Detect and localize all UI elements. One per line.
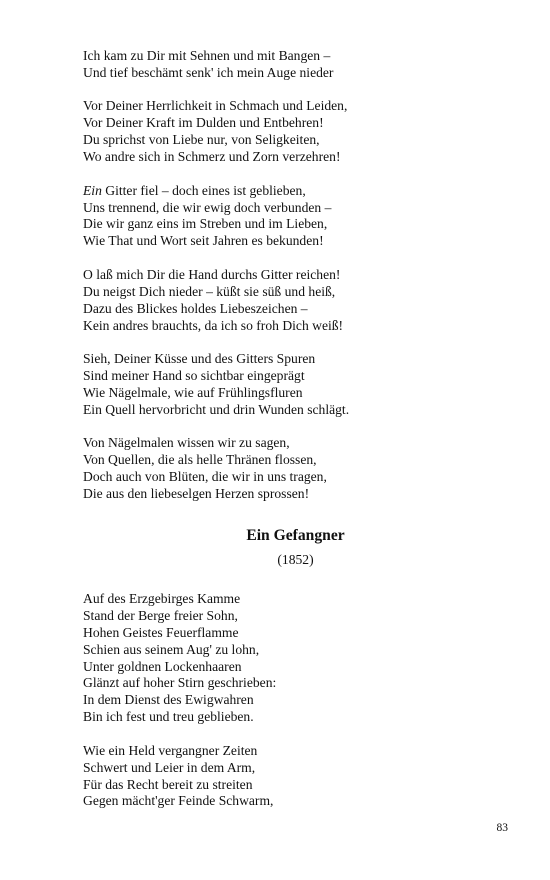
page-number: 83 [496, 822, 508, 834]
poem-year: (1852) [277, 551, 314, 567]
verse-line: Sieh, Deiner Küsse und des Gitters Spuren [83, 351, 316, 367]
stanza [83, 48, 503, 82]
stanza [83, 743, 503, 811]
verse-line: Unter goldnen Lockenhaaren [83, 658, 242, 674]
verse-line: Schwert und Leier in dem Arm, [83, 759, 256, 775]
poem-text [83, 48, 503, 810]
stanza [83, 435, 503, 503]
stanza [83, 591, 503, 726]
verse-line: Und tief beschämt senk' ich mein Auge nieder [83, 64, 334, 80]
verse-line: Von Nägelmalen wissen wir zu sagen, [83, 435, 290, 451]
verse-line: Auf des Erzgebirges Kamme [83, 590, 241, 606]
verse-line: Vor Deiner Herrlichkeit in Schmach und Leiden, [83, 98, 348, 114]
verse-line: Vor Deiner Kraft im Dulden und Entbehren! [83, 115, 324, 131]
verse-line: Doch auch von Blüten, die wir in uns tragen, [83, 469, 327, 485]
verse-line: Wie ein Held vergangner Zeiten [83, 742, 258, 758]
verse-line: Schien aus seinem Aug' zu lohn, [83, 641, 260, 657]
verse-line: O laß mich Dir die Hand durchs Gitter reichen! [83, 266, 341, 282]
verse-line: Sind meiner Hand so sichtbar eingeprägt [83, 367, 305, 383]
verse-line: Gegen mächt'ger Feinde Schwarm, [83, 793, 274, 809]
verse-line: Wie Nägelmale, wie auf Frühlingsfluren [83, 384, 303, 400]
emphasized-word: Ein [83, 182, 102, 198]
verse-line: Für das Recht bereit zu streiten [83, 776, 253, 792]
verse-line: Uns trennend, die wir ewig doch verbunden – [83, 199, 332, 215]
verse-line: Hohen Geistes Feuerflamme [83, 624, 239, 640]
verse-line: Wo andre sich in Schmerz und Zorn verzehren! [83, 149, 341, 165]
poem-title: Ein Gefangner [246, 526, 345, 544]
stanza [83, 267, 503, 335]
verse-line: Die wir ganz eins im Streben und im Lieben, [83, 216, 328, 232]
verse-line: Du sprichst von Liebe nur, von Seligkeiten, [83, 132, 320, 148]
verse-line: Ein Quell hervorbricht und drin Wunden schlägt. [83, 401, 350, 417]
verse-line [83, 183, 503, 200]
verse-line: Von Quellen, die als helle Thränen flossen, [83, 452, 317, 468]
verse-line: Kein andres brauchts, da ich so froh Dich weiß! [83, 317, 344, 333]
verse-line-rest: Gitter fiel – doch eines ist geblieben, [101, 182, 306, 198]
verse-line: Dazu des Blickes holdes Liebeszeichen – [83, 300, 308, 316]
stanza [83, 183, 503, 251]
verse-line: Die aus den liebeselgen Herzen sprossen! [83, 486, 310, 501]
stanza [83, 351, 503, 419]
verse-line: Ich kam zu Dir mit Sehnen und mit Bangen – [83, 48, 331, 63]
stanza [83, 98, 503, 166]
verse-line: Du neigst Dich nieder – küßt sie süß und heiß, [83, 283, 336, 299]
verse-line: Wie That und Wort seit Jahren es bekunden! [83, 233, 324, 249]
verse-line: In dem Dienst des Ewigwahren [83, 692, 254, 708]
verse-line: Bin ich fest und treu geblieben. [83, 709, 254, 725]
verse-line: Stand der Berge freier Sohn, [83, 607, 238, 623]
verse-line: Glänzt auf hoher Stirn geschrieben: [83, 675, 277, 691]
